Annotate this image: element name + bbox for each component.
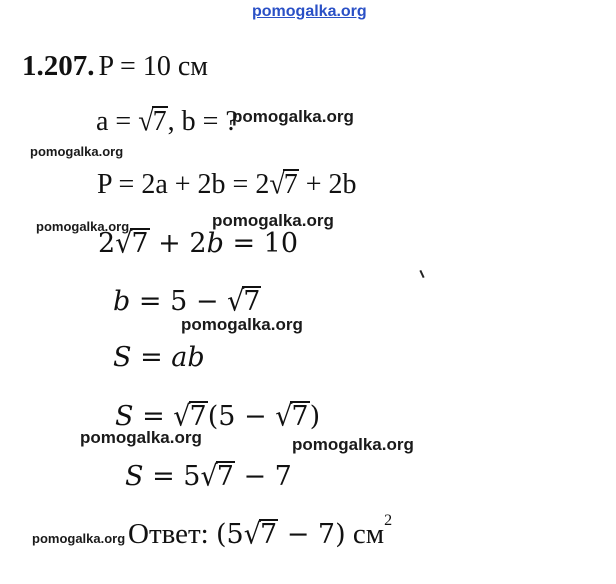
line-b-value <box>113 286 261 317</box>
line-equation-mid: + 2 <box>149 228 207 259</box>
line-perimeter-pre: P = 2a + 2b = 2 <box>97 169 270 200</box>
var-b: b <box>113 286 131 317</box>
radicand: 7 <box>152 106 167 137</box>
sqrt-7: √7 <box>173 400 207 433</box>
radicand: 7 <box>216 461 234 492</box>
line-area-result <box>125 461 292 492</box>
watermark-2: pomogalka.org <box>30 144 124 159</box>
line-perimeter-formula <box>97 169 357 201</box>
var-S: S <box>125 461 144 492</box>
stray-mark <box>419 270 424 278</box>
line-a-b-pre: a = <box>96 106 139 137</box>
answer-power: 2 <box>384 512 393 529</box>
watermark-8: pomogalka.org <box>32 531 126 546</box>
answer-open: (5 <box>216 519 244 550</box>
problem-header <box>22 50 208 83</box>
sqrt-7: √7 <box>227 285 261 318</box>
watermark-top[interactable]: pomogalka.org <box>252 3 367 20</box>
line-b-pre: = 5 − <box>130 286 228 317</box>
line-area-sub-eq: = <box>133 401 174 432</box>
answer-line <box>128 512 393 551</box>
answer-mid: − 7) <box>278 519 346 550</box>
sqrt-7: √7 <box>269 168 298 201</box>
line-area-formula <box>113 342 205 373</box>
given-perimeter: P = 10 см <box>98 51 208 82</box>
radicand: 7 <box>243 286 261 317</box>
watermark-1: pomogalka.org <box>232 107 354 126</box>
line-equation-post: = 10 <box>223 228 299 259</box>
line-equation-pre: 2 <box>98 228 116 259</box>
answer-unit: см <box>345 518 385 550</box>
radicand: 7 <box>131 228 149 259</box>
var-S: S <box>115 401 134 432</box>
sqrt-7: √7 <box>200 460 234 493</box>
watermark-5: pomogalka.org <box>181 315 303 334</box>
sqrt-7: √7 <box>243 518 278 551</box>
sqrt-7: √7 <box>115 227 149 260</box>
sqrt-7-second: √7 <box>275 400 309 433</box>
line-area-eq: = <box>131 342 172 373</box>
problem-number: 1.207. <box>22 50 95 82</box>
radicand: 7 <box>259 519 278 550</box>
var-ab: ab <box>171 342 205 373</box>
var-S: S <box>113 342 132 373</box>
line-area-result-pre: = 5 <box>143 461 201 492</box>
watermark-6: pomogalka.org <box>80 428 202 447</box>
line-a-b-post: , b = ? <box>167 106 238 137</box>
watermark-4: pomogalka.org <box>212 211 334 230</box>
line-area-sub-mid: (5 − <box>207 401 276 432</box>
answer-label: Ответ: <box>128 518 216 550</box>
line-area-sub-post: ) <box>309 401 321 432</box>
sqrt-7: √7 <box>138 105 167 138</box>
radicand: 7 <box>283 169 298 200</box>
radicand: 7 <box>291 401 309 432</box>
line-area-result-post: − 7 <box>234 461 292 492</box>
line-equation <box>98 228 298 259</box>
radicand: 7 <box>189 401 207 432</box>
watermark-3: pomogalka.org <box>36 219 130 234</box>
var-b: b <box>206 228 224 259</box>
line-a-b <box>96 106 238 138</box>
watermark-7: pomogalka.org <box>292 435 414 454</box>
line-perimeter-post: + 2b <box>298 169 357 200</box>
